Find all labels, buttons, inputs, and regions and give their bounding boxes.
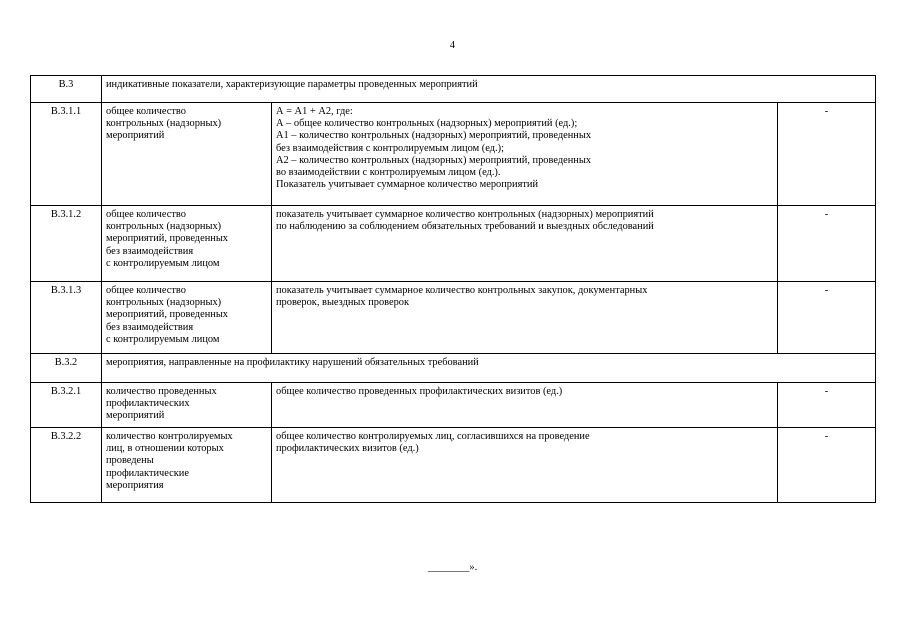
indicator-description: показатель учитывает суммарное количество контрольных закупок, документарных проверок, выездных проверок [272, 282, 778, 354]
indicator-value: - [778, 282, 876, 354]
indicator-name: общее количество контрольных (надзорных) мероприятий, проведенных без взаимодействия с контролируемым лицом [102, 206, 272, 282]
indicator-name: общее количество контрольных (надзорных) мероприятий [102, 103, 272, 206]
page-number: 4 [449, 40, 456, 51]
section-row-b3 [31, 76, 876, 103]
row-code: В.3.1.3 [31, 282, 102, 354]
table-row [31, 103, 876, 206]
table-row [31, 282, 876, 354]
indicator-description: общее количество проведенных профилактических визитов (ед.) [272, 383, 778, 428]
indicator-description: показатель учитывает суммарное количество контрольных (надзорных) мероприятий по наблюдению за соблюдением обязательных требований и выездных обследований [272, 206, 778, 282]
table-row [31, 206, 876, 282]
indicator-name: количество проведенных профилактических мероприятий [102, 383, 272, 428]
indicator-value: - [778, 103, 876, 206]
row-code: В.3.2 [31, 354, 102, 383]
section-title: мероприятия, направленные на профилактику нарушений обязательных требований [102, 354, 876, 383]
row-code: В.3.1.2 [31, 206, 102, 282]
indicator-value: - [778, 206, 876, 282]
indicator-description: общее количество контролируемых лиц, согласившихся на проведение профилактических визитов (ед.) [272, 428, 778, 503]
section-title: индикативные показатели, характеризующие параметры проведенных мероприятий [102, 76, 876, 103]
indicator-value: - [778, 428, 876, 503]
indicator-description: А = А1 + А2, где: А – общее количество контрольных (надзорных) мероприятий (ед.); А1 – количество контрольных (надзорных) мероприятий, проведенных без взаимодействия с контролируемым лицом (ед.); А2 – количество контрольных (надзорных) мероприятий, проведенных во взаимодействии с контролируемым лицом (ед.). Показатель учитывает суммарное количество мероприятий [272, 103, 778, 206]
indicator-name: общее количество контрольных (надзорных) мероприятий, проведенных без взаимодействия с контролируемым лицом [102, 282, 272, 354]
row-code: В.3 [31, 76, 102, 103]
table-row [31, 428, 876, 503]
indicator-name: количество контролируемых лиц, в отношении которых проведены профилактические мероприятия [102, 428, 272, 503]
row-code: В.3.1.1 [31, 103, 102, 206]
table-row [31, 383, 876, 428]
indicator-value: - [778, 383, 876, 428]
row-code: В.3.2.1 [31, 383, 102, 428]
section-row-b32 [31, 354, 876, 383]
indicators-table [30, 75, 876, 503]
row-code: В.3.2.2 [31, 428, 102, 503]
closing-mark: ________». [427, 562, 478, 573]
